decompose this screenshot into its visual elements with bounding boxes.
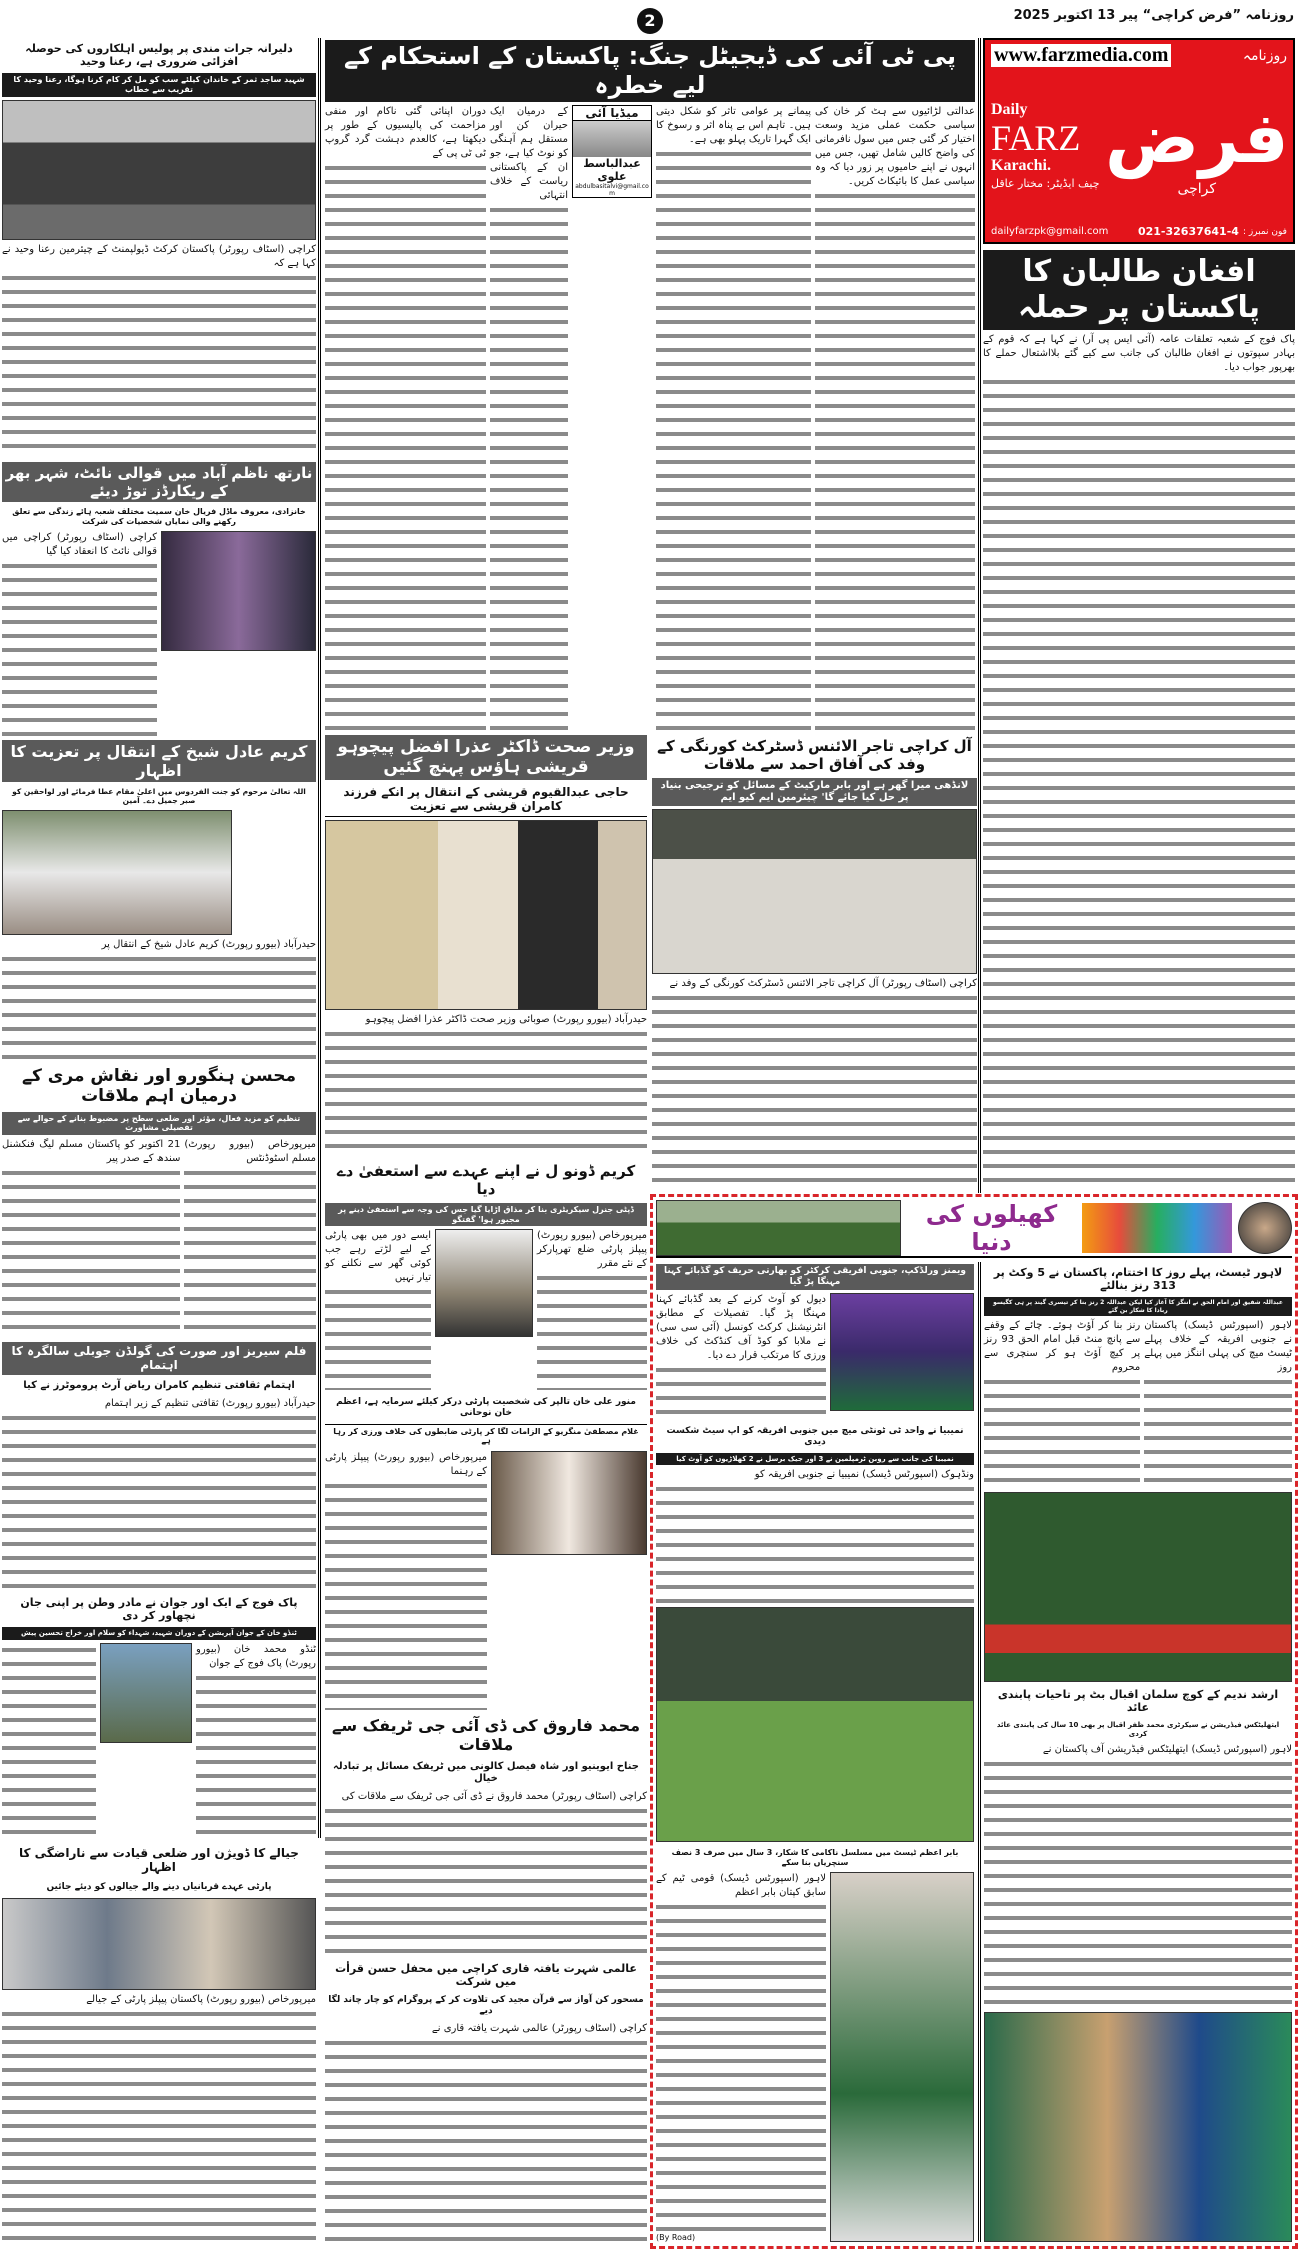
sports-banner (656, 1200, 1292, 1258)
mid-story-4 (325, 1395, 647, 1710)
mid-story-5 (325, 1714, 647, 1956)
karachi-label: Karachi. (991, 157, 1051, 174)
mid-sub-3: ڈپٹی جنرل سیکریٹری بنا کر مذاق اڑایا گیا جس کی وجہ سے استعفیٰ دینے پر مجبور ہوا' گفتگو (325, 1203, 647, 1226)
mid-body-3b: ایسے دور میں بھی پارٹی کے لیے لڑتے رہے جب کوئی گھر سے نکلنے کو تیار نہیں (325, 1229, 431, 1390)
photo (161, 531, 316, 651)
sports-sub-4: عبداللہ شفیق اور امام الحق نے اننگز کا آغاز کیا لیکن عبداللہ 2 رنز بنا کر تیسری گیند پر ہی کگیسو ربادا کا شکار بن گئے (984, 1297, 1292, 1315)
left-sub-5: اہتمام ثقافتی تنظیم کامران ریاض آرٹ پروموٹرز نے کیا (23, 1379, 295, 1391)
left-sub-3: اللہ تعالیٰ مرحوم کو جنت الفردوس میں اعلیٰ مقام عطا فرمائے اور لواحقین کو صبر جمیل دے۔ آمین (12, 787, 306, 806)
left-story-3 (2, 740, 316, 1060)
photo (435, 1229, 533, 1337)
left-headline-2: نارتھ ناظم آباد میں قوالی نائٹ، شہر بھر کے ریکارڈز توڑ دیئے (2, 462, 316, 502)
left-sub-2: خانزادی، معروف ماڈل فریال خان سمیت مختلف شعبہ ہائے زندگی سے تعلق رکھنے والی نمایاں شخصیات کی شرکت (12, 507, 306, 526)
masthead (983, 38, 1295, 244)
website: www.farzmedia.com (991, 44, 1171, 67)
pti-body-2: پیمانے پر عوامی تاثر کو شکل دیتی ہیں۔ تاہم اس بے پناہ اثر و رسوخ کا ایک گہرا تاریک پہلو بھی ہے۔ (656, 105, 811, 730)
photo (2, 100, 316, 240)
left-sub-6: ٹنڈو خان کے جوان آپریشن کے دوران شہید، شہداء کو سلام اور خراج تحسین پیش (2, 1627, 316, 1639)
farz-label: FARZ (991, 118, 1081, 158)
photo (491, 1451, 647, 1555)
left-body-4b: 21 اکتوبر کو پاکستان مسلم لیگ فنکشنل سندھ کے صدر پیر (2, 1138, 180, 1338)
chief-editor: چیف ایڈیٹر: مختار عاقل (991, 177, 1100, 190)
photo (325, 820, 647, 1010)
author-photo (573, 121, 651, 157)
left-body-2: کراچی (اسٹاف رپورٹر) کراچی میں قوالی نائٹ کا انعقاد کیا گیا (2, 531, 157, 736)
sports-headline-3: بابر اعظم ٹیسٹ میں مسلسل ناکامی کا شکار، 3 سال میں صرف 3 نصف سنچریاں بنا سکے (671, 1848, 959, 1867)
mid-body-4: میرپورخاص (بیورو رپورٹ) پیپلز پارٹی کے رہنما (325, 1451, 487, 1710)
column-name: میڈیا آئی (573, 106, 651, 121)
phone: 021-32637641-4 (1137, 225, 1239, 238)
sports-headline-2: نمیبیا نے واحد ٹی ٹونٹی میچ میں جنوبی افریقہ کو اپ سیٹ شکست دیدی (666, 1426, 964, 1447)
sports-article-5 (984, 1686, 1292, 2242)
sports-headline-5: ارشد ندیم کے کوچ سلمان اقبال بٹ پر تاحیات پابندی عائد (997, 1688, 1279, 1715)
left-body-3: حیدرآباد (بیورو رپورٹ) کریم عادل شیخ کے انتقال پر (2, 938, 316, 1060)
lead-headline: افغان طالبان کا پاکستان پر حملہ (983, 250, 1295, 330)
photo (984, 1492, 1292, 1682)
pti-body: عدالتی لڑائیوں سے ہٹ کر خان کی سیاسی حکمت عملی مزید وسعت اختیار کر گئی جس میں سول نافرمانی کی واضح کالیں شامل تھیں، جس میں انہوں نے اپنے حامیوں پر زور دیا کہ وہ سیاسی عمل کا بائیکاٹ کریں۔ (815, 105, 975, 730)
left-body-5: حیدرآباد (بیورو رپورٹ) ثقافتی تنظیم کے زیر اہتمام (2, 1397, 316, 1590)
sports-article-1 (656, 1264, 974, 1420)
sports-body-4: لاہور (اسپورٹس ڈیسک) پاکستان نے جنوبی افریقہ کے خلاف پہلے ٹیسٹ میچ کی پہلی اننگز میں پہلے روز (1144, 1319, 1292, 1489)
photo (2, 810, 232, 935)
photo-credit: (By Road) (656, 2233, 696, 2242)
mid-headline-1: وزیر صحت ڈاکٹر عذرا افضل پیچوہو قریشی ہاؤس پہنچ گئیں (325, 735, 647, 780)
mid-sub-1: حاجی عبدالقیوم قریشی کے انتقال پر انکے فرزند کامران قریشی سے تعزیت (325, 783, 647, 817)
sports-sub-5: ایتھلیٹکس فیڈریشن نے سیکرٹری محمد ظفر اقبال پر بھی 10 سال کی پابندی عائد کردی (996, 1721, 1280, 1738)
lead-body: پاک فوج کے شعبہ تعلقات عامہ (آئی ایس پی آر) نے کہا ہے کہ قوم کے بہادر سپوتوں نے افغان طالبان کی جانب سے کیے گئے بلااشتعال حملے کا بھرپور جواب دیا۔ (983, 333, 1295, 1190)
columnist-photo (1238, 1202, 1292, 1254)
sports-headline-1: ویمنز ورلڈکپ، جنوبی افریقی کرکٹر کو بھارتی حریف کو گڈبائے کہنا مہنگا پڑ گیا (656, 1264, 974, 1290)
mid-sub-6: مسحور کن آواز سے قرآن مجید کی تلاوت کر کے پروگرام کو چار چاند لگا دیے (328, 1995, 644, 2017)
mid-body-6: کراچی (اسٹاف رپورٹر) عالمی شہرت یافتہ قاری نے (325, 2022, 647, 2248)
left-story-1 (2, 40, 316, 456)
karachi-urdu: کراچی (1177, 181, 1217, 197)
roznama-label: روزنامہ (1242, 47, 1287, 64)
left-sub-4: تنظیم کو مزید فعال، مؤثر اور ضلعی سطح پر مضبوط بنانے کے حوالے سے تفصیلی مشاورت (2, 1112, 316, 1135)
pti-headline: پی ٹی آئی کی ڈیجیٹل جنگ: پاکستان کے استحکام کے لیے خطرہ (325, 40, 975, 102)
sports-article-3 (656, 1846, 974, 2242)
mid-body-5: کراچی (اسٹاف رپورٹر) محمد فاروق نے ڈی آئی جی ٹریفک سے ملاقات کی (325, 1790, 647, 1956)
photo (652, 809, 977, 974)
mid-headline-4: منور علی خان تالپر کی شخصیت پارٹی درکر کیلئے سرمایہ ہے، اعظم خان نوحانی (336, 1397, 636, 1418)
left-story-7 (2, 1844, 316, 2248)
page-number: 2 (637, 8, 663, 34)
sports-body-4b: رنز بنا کر آؤٹ ہوئے۔ چائے کے وقفے سے پانچ منٹ قبل امام الحق 93 رنز پر کیچ آؤٹ ہو کر سنچری سے محروم (984, 1319, 1140, 1489)
pti-article (325, 40, 975, 730)
lead-story (983, 250, 1295, 1190)
left-headline-4: محسن ہنگورو اور نقاش مری کے درمیان اہم ملاقات (22, 1066, 296, 1107)
mid-headline-3: کریم ڈونو ل نے اپنے عہدے سے استعفیٰ دے دیا (336, 1162, 636, 1198)
left-story-2 (2, 462, 316, 736)
sports-article-2 (656, 1424, 974, 1842)
mid-body-1: حیدرآباد (بیورو رپورٹ) صوبائی وزیر صحت ڈاکٹر عذرا افضل پیچوہو (325, 1013, 647, 1155)
left-story-5 (2, 1342, 316, 1590)
mid-story-6 (325, 1960, 647, 2248)
left-sub-7: پارٹی عہدے قربانیاں دینے والے جیالوں کو دیئے جائیں (46, 1881, 272, 1892)
daily-label: Daily (991, 101, 1028, 118)
left-body-6b (2, 1643, 96, 1840)
left-body-7: میرپورخاص (بیورو رپورٹ) پاکستان پیپلز پارٹی کے جیالے (2, 1993, 316, 2248)
pti-body-3: کے درمیان ایک حیران کن اور مستقل ہم آہنگی کو نوٹ کیا ہے، جو ان کے پاکستانی ریاست کے خلاف انتہائی (490, 105, 568, 730)
mid-headline-6: عالمی شہرت یافتہ قاری کراچی میں محفل حسن قرأت میں شرکت (335, 1962, 637, 1989)
sports-body-5: لاہور (اسپورٹس ڈیسک) ایتھلیٹکس فیڈریشن آف پاکستان نے (984, 1743, 1292, 2009)
left-headline-3: کریم عادل شیخ کے انتقال پر تعزیت کا اظہار (2, 740, 316, 782)
mid-story-1 (325, 735, 647, 1155)
left-body-1: کراچی (اسٹاف رپورٹر) پاکستان کرکٹ ڈیولپمنٹ کے چیئرمین رعنا وحید نے کہا ہے کہ (2, 243, 316, 456)
logo-urdu: فرض (1105, 97, 1289, 179)
photo (830, 1293, 974, 1411)
left-story-4 (2, 1064, 316, 1338)
photo (2, 1898, 316, 1990)
photo (656, 1200, 901, 1256)
left-body-6: ٹنڈو محمد خان (بیورو رپورٹ) پاک فوج کے جوان (196, 1643, 316, 1840)
mid-body-2: کراچی (اسٹاف رپورٹر) آل کراچی تاجر الائنس ڈسٹرکٹ کورنگی کے وفد نے (652, 977, 977, 1190)
mid-sub-4: غلام مصطفیٰ منگریو کے الزامات لگا کر پارٹی ضابطوں کی خلاف ورزی کر رہا ہے (325, 1424, 647, 1448)
mid-sub-2: لانڈھی میرا گھر ہے اور بابر مارکیٹ کے مسائل کو ترجیحی بنیاد پر حل کیا جائے گا' چیئرمین ایم کیو ایم (652, 778, 977, 806)
left-sub-1: شہید ساجد ثمر کے خاندان کیلئے سب کو مل کر کام کرنا ہوگا، رعنا وحید کا تقریب سے خطاب (2, 73, 316, 96)
left-body-4: میرپورخاص (بیورو رپورٹ) مسلم اسٹوڈنٹس (184, 1138, 316, 1338)
left-headline-6: پاک فوج کے ایک اور جوان نے مادر وطن پر اپنی جان نچھاور کر دی (20, 1596, 298, 1623)
athletes-graphic (1082, 1203, 1232, 1253)
photo (100, 1643, 192, 1743)
mid-body-3: میرپورخاص (بیورو رپورٹ) پیپلز پارٹی ضلع تھرپارکر کے نئے مقرر (537, 1229, 647, 1390)
sports-sub-2: نمیبیا کی جانب سے روبن ٹرمپلمین نے 3 اور جیک برسل نے 2 کھلاڑیوں کو آوٹ کیا (656, 1453, 974, 1465)
mid-sub-5: جناح ایوینیو اور شاہ فیصل کالونی میں ٹریفک مسائل پر تبادلہ خیال (333, 1761, 639, 1785)
mid-story-2 (652, 735, 977, 1190)
pti-body-4: دوران اپنائی گئی ناکام اور منفی مزاحمت کی پالیسیوں کے طور پر دیکھتا ہے، کالعدم دہشت گرد گروپ ٹی ٹی پی کے (325, 105, 486, 730)
author-email: abdulbasitalvi@gmail.com (575, 182, 649, 197)
photo (830, 1872, 974, 2242)
mid-story-3 (325, 1160, 647, 1390)
left-story-6 (2, 1594, 316, 1840)
sports-body-2: ونڈہوک (اسپورٹس ڈیسک) نمیبیا نے جنوبی افریقہ کو (656, 1468, 974, 1604)
left-headline-7: جیالے کا ڈویژن اور ضلعی قیادت سے ناراضگی کا اظہار (19, 1846, 299, 1875)
sports-headline-4: لاہور ٹیسٹ، پہلے روز کا اختتام، پاکستان نے 5 وکٹ پر 313 رنز بنالئے (993, 1266, 1283, 1293)
left-headline-5: فلم سیریز اور صورت کی گولڈن جوبلی سالگرہ کا اہتمام (2, 1342, 316, 1375)
sports-body-1: دیول کو آوٹ کرنے کے بعد گڈبائے کہنا مہنگا پڑ گیا۔ تفصیلات کے مطابق انٹرنیشنل کرکٹ کونسل (آئی سی سی) نے ملابا کو کوڈ آف کنڈکٹ کی خلاف ورزی کا مرتکب قرار دے دیا۔ (656, 1293, 826, 1420)
columnist-box (572, 105, 652, 198)
sports-article-4 (984, 1264, 1292, 1682)
sports-banner-title: کھیلوں کی دنیا (925, 1200, 1058, 1256)
email: dailyfarzpk@gmail.com (991, 226, 1109, 237)
photo (656, 1607, 974, 1842)
left-headline-1: دلیرانہ جرات مندی پر پولیس اہلکاروں کی حوصلہ افزائی ضروری ہے، رعنا وحید (25, 42, 293, 69)
mid-headline-2: آل کراچی تاجر الائنس ڈسٹرکٹ کورنگی کے وفد کی آفاق احمد سے ملاقات (657, 737, 972, 773)
author-name: عبدالباسط علوی (583, 156, 641, 183)
date-line: روزنامہ ”فرض کراچی“ پیر 13 اکتوبر 2025 (1013, 8, 1294, 23)
sports-body-3: لاہور (اسپورٹس ڈیسک) قومی ٹیم کے سابق کپتان بابر اعظم (656, 1872, 826, 2231)
phone-label: فون نمبرز : (1242, 226, 1287, 237)
mid-headline-5: محمد فاروق کی ڈی آئی جی ٹریفک سے ملاقات (332, 1716, 640, 1755)
photo (984, 2012, 1292, 2242)
